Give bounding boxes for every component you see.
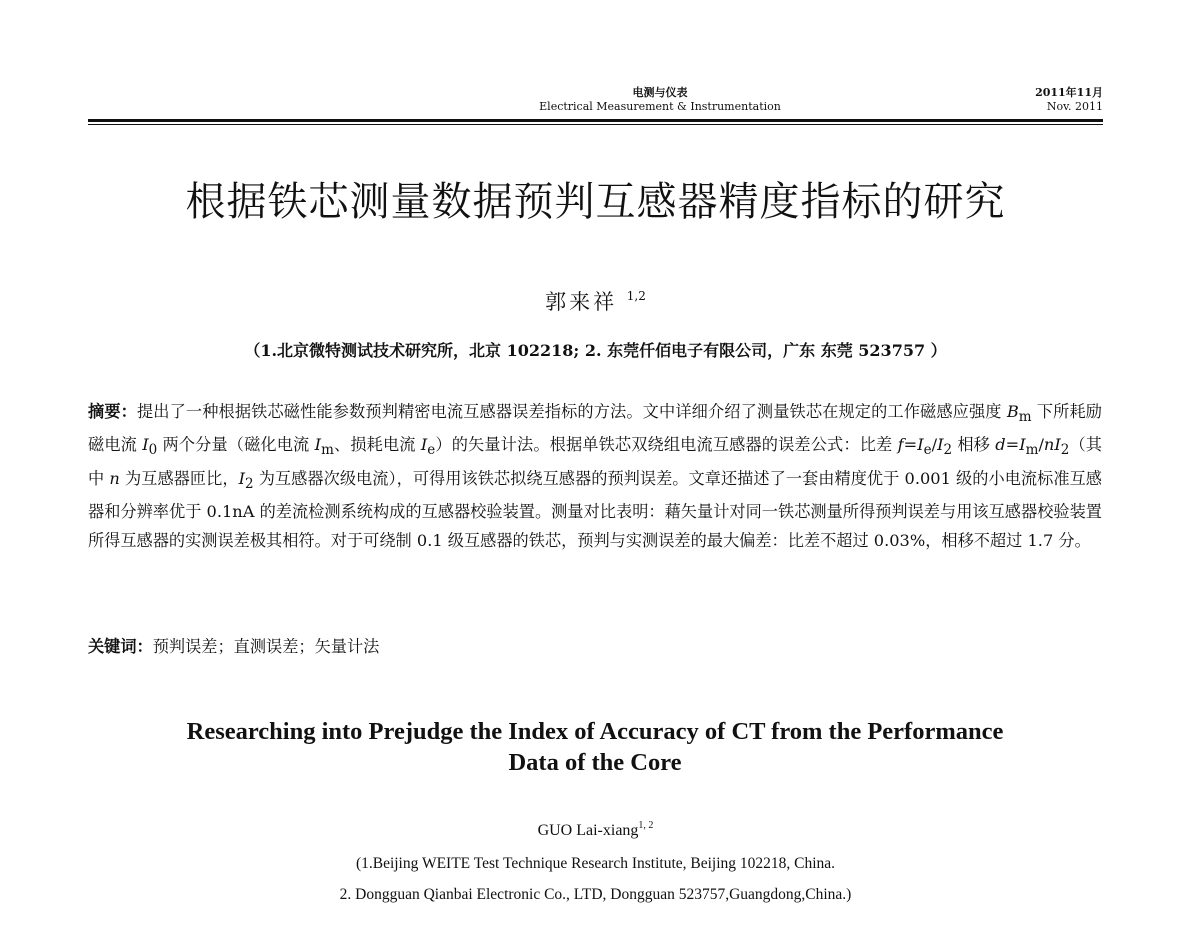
author-name-en: GUO Lai-xiang [537, 822, 639, 839]
formula-d-i2-sub: 2 [1060, 442, 1070, 459]
abstract-cn [88, 398, 1102, 555]
author-cn [88, 282, 1103, 316]
issue-date-cn: 2011年11月 [1035, 86, 1103, 99]
header-rule-thin [88, 124, 1103, 125]
abstract-text-9: 为互感器次级电流），可得用该铁芯拟绕互感器的预判误差。文章还描述了一套由精度优于 0.001 级的小电流标准互感器和分辨率优于 0.1nA 的差流检测系统构成的互感器校验装置。测量对比表明：藉矢量计对同一铁芯测量所得预判误差与用该互感器校验装置所得互感器的实测误差极其相符。对于可绕制 0.1 级互感器的铁芯，预判与实测误差的最大偏差：比差不超过 0.03%，相移不超过 1.7 分。 [88, 468, 1102, 550]
abstract-sub-im: m [321, 442, 334, 459]
affiliation-en [88, 848, 1103, 910]
abstract-sub-i0: 0 [148, 442, 158, 459]
abstract-label: 摘要： [88, 402, 137, 421]
formula-f-ie: I [917, 435, 924, 455]
issue-date-en: Nov. 2011 [1046, 100, 1103, 113]
paper-title-en-line-1: Researching into Prejudge the Index of Accuracy of CT from the Performance [186, 718, 1004, 745]
formula-d-n: n [1043, 435, 1055, 455]
abstract-var-i2: I [238, 468, 245, 488]
running-header-date [1035, 86, 1103, 114]
paper-title-en-line-2: Data of the Core [508, 749, 682, 776]
abstract-text-8: 为互感器匝比， [119, 468, 239, 488]
abstract-text-5: ）的矢量计法。根据单铁芯双绕组电流互感器的误差公式：比差 [435, 435, 898, 455]
keywords-label: 关键词： [88, 637, 153, 656]
affiliation-en-line-2: 2. Dongguan Qianbai Electronic Co., LTD, Dongguan 523757,Guangdong,China.) [339, 886, 852, 903]
formula-d: d [995, 435, 1006, 455]
abstract-text-4: 、损耗电流 [333, 435, 421, 455]
abstract-text-7: （其中 [88, 435, 1102, 488]
formula-d-im: I [1019, 435, 1026, 455]
journal-name-en: Electrical Measurement & Instrumentation [539, 100, 781, 113]
abstract-text-3: 两个分量（磁化电流 [157, 435, 315, 455]
abstract-text-1: 提出了一种根据铁芯磁性能参数预判精密电流互感器误差指标的方法。文中详细介绍了测量铁芯在规定的工作磁感应强度 [136, 402, 1007, 421]
abstract-var-im: I [314, 435, 322, 455]
abstract-var-n: n [109, 468, 120, 488]
affiliation-cn: （1.北京微特测试技术研究所，北京 102218; 2. 东莞仟佰电子有限公司，广东 东莞 523757 ） [244, 341, 947, 360]
abstract-sub-bm: m [1018, 409, 1032, 426]
formula-f-i2: I [937, 435, 944, 455]
formula-f-slash: / [931, 435, 938, 455]
abstract-sub-ie: e [427, 442, 436, 459]
header-rule-thick [88, 119, 1103, 122]
abstract-sub-i2: 2 [244, 476, 254, 493]
formula-d-slash: / [1038, 435, 1044, 455]
author-name-cn: 郭来祥 [545, 290, 618, 314]
formula-d-i2: I [1054, 435, 1061, 455]
abstract-var-ie: I [420, 435, 428, 455]
abstract-text-6: 相移 [952, 435, 996, 455]
keywords-text: 预判误差；直测误差；矢量计法 [152, 637, 380, 656]
formula-f-eq: = [903, 435, 918, 455]
abstract-text-2: 下所耗励磁电流 [88, 402, 1102, 455]
formula-d-im-sub: m [1025, 442, 1039, 459]
author-cn-affiliation-mark: 1,2 [626, 289, 646, 303]
running-header-journal [400, 86, 920, 114]
formula-f-i2-sub: 2 [943, 442, 953, 459]
abstract-var-i0: I [142, 435, 149, 455]
formula-f: f [897, 435, 904, 455]
affiliation-en-line-1: (1.Beijing WEITE Test Technique Research Institute, Beijing 102218, China. [355, 855, 836, 872]
paper-title-cn: 根据铁芯测量数据预判互感器精度指标的研究 [185, 179, 1006, 225]
abstract-var-bm: B [1006, 402, 1019, 421]
journal-name-cn: 电测与仪表 [632, 86, 688, 99]
paper-title-en [100, 716, 1090, 778]
keywords-cn [88, 634, 1102, 660]
formula-d-eq: = [1005, 435, 1020, 455]
formula-f-ie-sub: e [923, 442, 932, 459]
author-en-affiliation-mark: 1, 2 [638, 820, 654, 831]
author-en [88, 815, 1103, 842]
